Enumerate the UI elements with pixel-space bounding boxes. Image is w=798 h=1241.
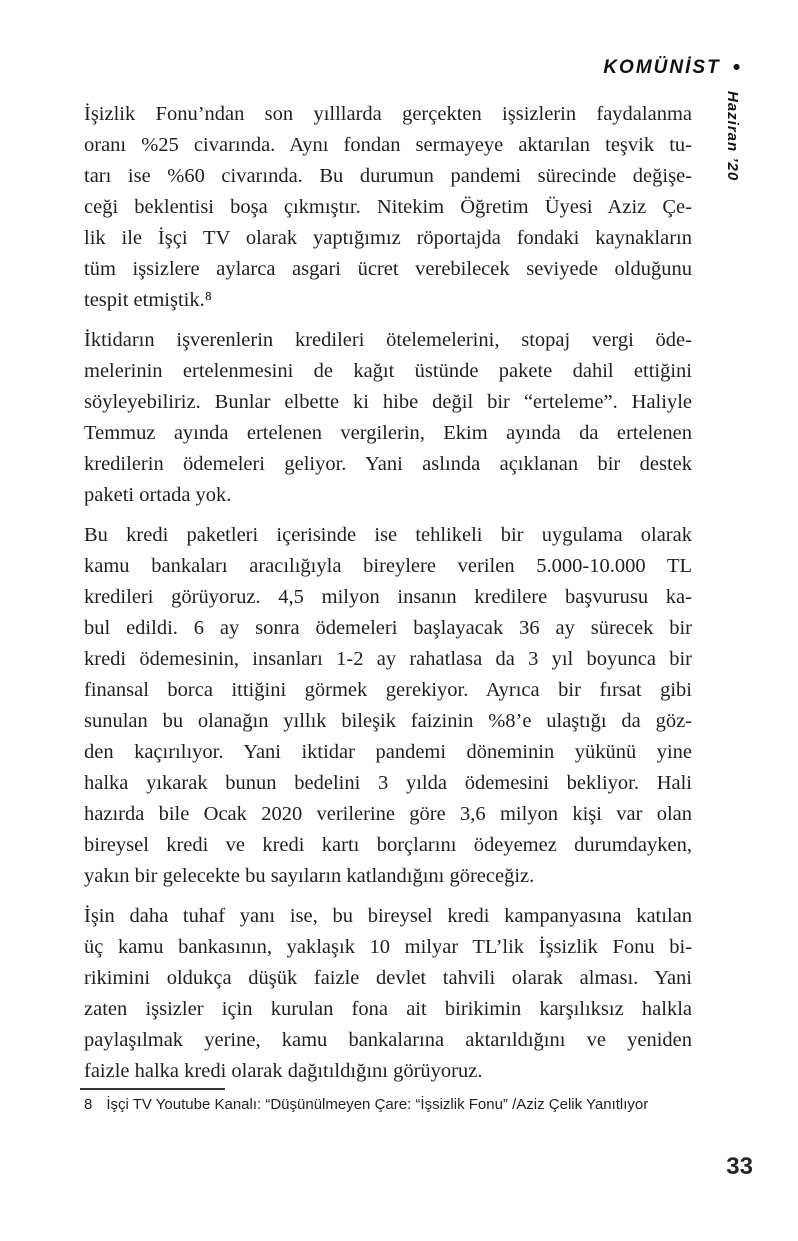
footnote-marker: 8 [84, 1096, 93, 1113]
text-line: paketi ortada yok. [84, 484, 232, 506]
page-header [84, 56, 740, 80]
text-line: hazırda bile Ocak 2020 verilerine göre 3,6 milyon kişi var olan [84, 803, 692, 825]
text-line: zaten işsizler için kurulan fona ait birikimin karşılıksız halkla [84, 998, 692, 1020]
text-line: söyleyebiliriz. Bunlar elbette ki hibe değil bir “erteleme”. Haliyle [84, 391, 692, 413]
magazine-title: KOMÜNİST [603, 57, 721, 78]
paragraph [84, 520, 692, 892]
text-line: halka yıkarak bunun bedelini 3 yılda ödemesini bekliyor. Hali [84, 772, 692, 794]
text-line: üç kamu bankasının, yaklaşık 10 milyar TL’lik İşsizlik Fonu bi- [84, 936, 692, 958]
footnote-row [80, 1096, 720, 1113]
text-line: tespit etmiştik.⁸ [84, 289, 212, 311]
text-line: bul edildi. 6 ay sonra ödemeleri başlayacak 36 ay sürecek bir [84, 617, 692, 639]
text-line: tarı ise %60 civarında. Bu durumun pandemi sürecinde değişe- [84, 165, 692, 187]
text-line: kredi ödemesinin, insanları 1-2 ay rahatlasa da 3 yıl boyunca bir [84, 648, 692, 670]
text-line: bireysel kredi ve kredi kartı borçlarını ödeyemez durumdayken, [84, 834, 692, 856]
text-line: oranı %25 civarında. Aynı fondan sermayeye aktarılan teşvik tu- [84, 134, 692, 156]
header-bullet-icon: • [732, 56, 740, 79]
text-line: İktidarın işverenlerin kredileri ötelemelerini, stopaj vergi öde- [84, 329, 692, 351]
paragraph [84, 325, 692, 511]
text-line: finansal borca ittiğini görmek gerekiyor. Ayrıca bir fırsat gibi [84, 679, 692, 701]
paragraph [84, 901, 692, 1087]
article-body [84, 99, 692, 1087]
page-number: 33 [726, 1153, 753, 1180]
issue-label: Haziran ’20 [724, 91, 741, 182]
text-line: kredileri görüyoruz. 4,5 milyon insanın kredilere başvurusu ka- [84, 586, 692, 608]
text-line: rikimini oldukça düşük faizle devlet tahvili olarak alması. Yani [84, 967, 692, 989]
footnote-text: İşçi TV Youtube Kanalı: “Düşünülmeyen Çare: “İşsizlik Fonu” /Aziz Çelik Yanıtlıyor [106, 1096, 649, 1113]
text-line: den kaçırılıyor. Yani iktidar pandemi döneminin yükünü yine [84, 741, 692, 763]
text-line: yakın bir gelecekte bu sayıların katlandığını göreceğiz. [84, 865, 535, 887]
text-line: melerinin ertelenmesini de kağıt üstünde pakete dahil ettiğini [84, 360, 692, 382]
text-line: kredilerin ödemeleri geliyor. Yani aslında açıklanan bir destek [84, 453, 692, 475]
text-line: ceği beklentisi boşa çıkmıştır. Nitekim Öğretim Üyesi Aziz Çe- [84, 196, 692, 218]
text-line: İşin daha tuhaf yanı ise, bu bireysel kredi kampanyasına katılan [84, 905, 692, 927]
text-line: lik ile İşçi TV olarak yaptığımız röportajda fondaki kaynakların [84, 227, 692, 249]
text-line: Temmuz ayında ertelenen vergilerin, Ekim ayında da ertelenen [84, 422, 692, 444]
text-line: Bu kredi paketleri içerisinde ise tehlikeli bir uygulama olarak [84, 524, 692, 546]
footnote [80, 1088, 720, 1113]
text-line: faizle halka kredi olarak dağıtıldığını görüyoruz. [84, 1060, 483, 1082]
text-line: paylaşılmak yerine, kamu bankalarına aktarıldığını ve yeniden [84, 1029, 692, 1051]
text-line: tüm işsizlere aylarca asgari ücret verebilecek seviyede olduğunu [84, 258, 692, 280]
paragraph [84, 99, 692, 316]
text-line: kamu bankaları aracılığıyla bireylere verilen 5.000-10.000 TL [84, 555, 692, 577]
text-line: sunulan bu olanağın yıllık bileşik faizinin %8’e ulaştığı da göz- [84, 710, 692, 732]
text-line: İşizlik Fonu’ndan son yılllarda gerçekten işsizlerin faydalanma [84, 103, 692, 125]
footnote-rule [80, 1088, 225, 1090]
